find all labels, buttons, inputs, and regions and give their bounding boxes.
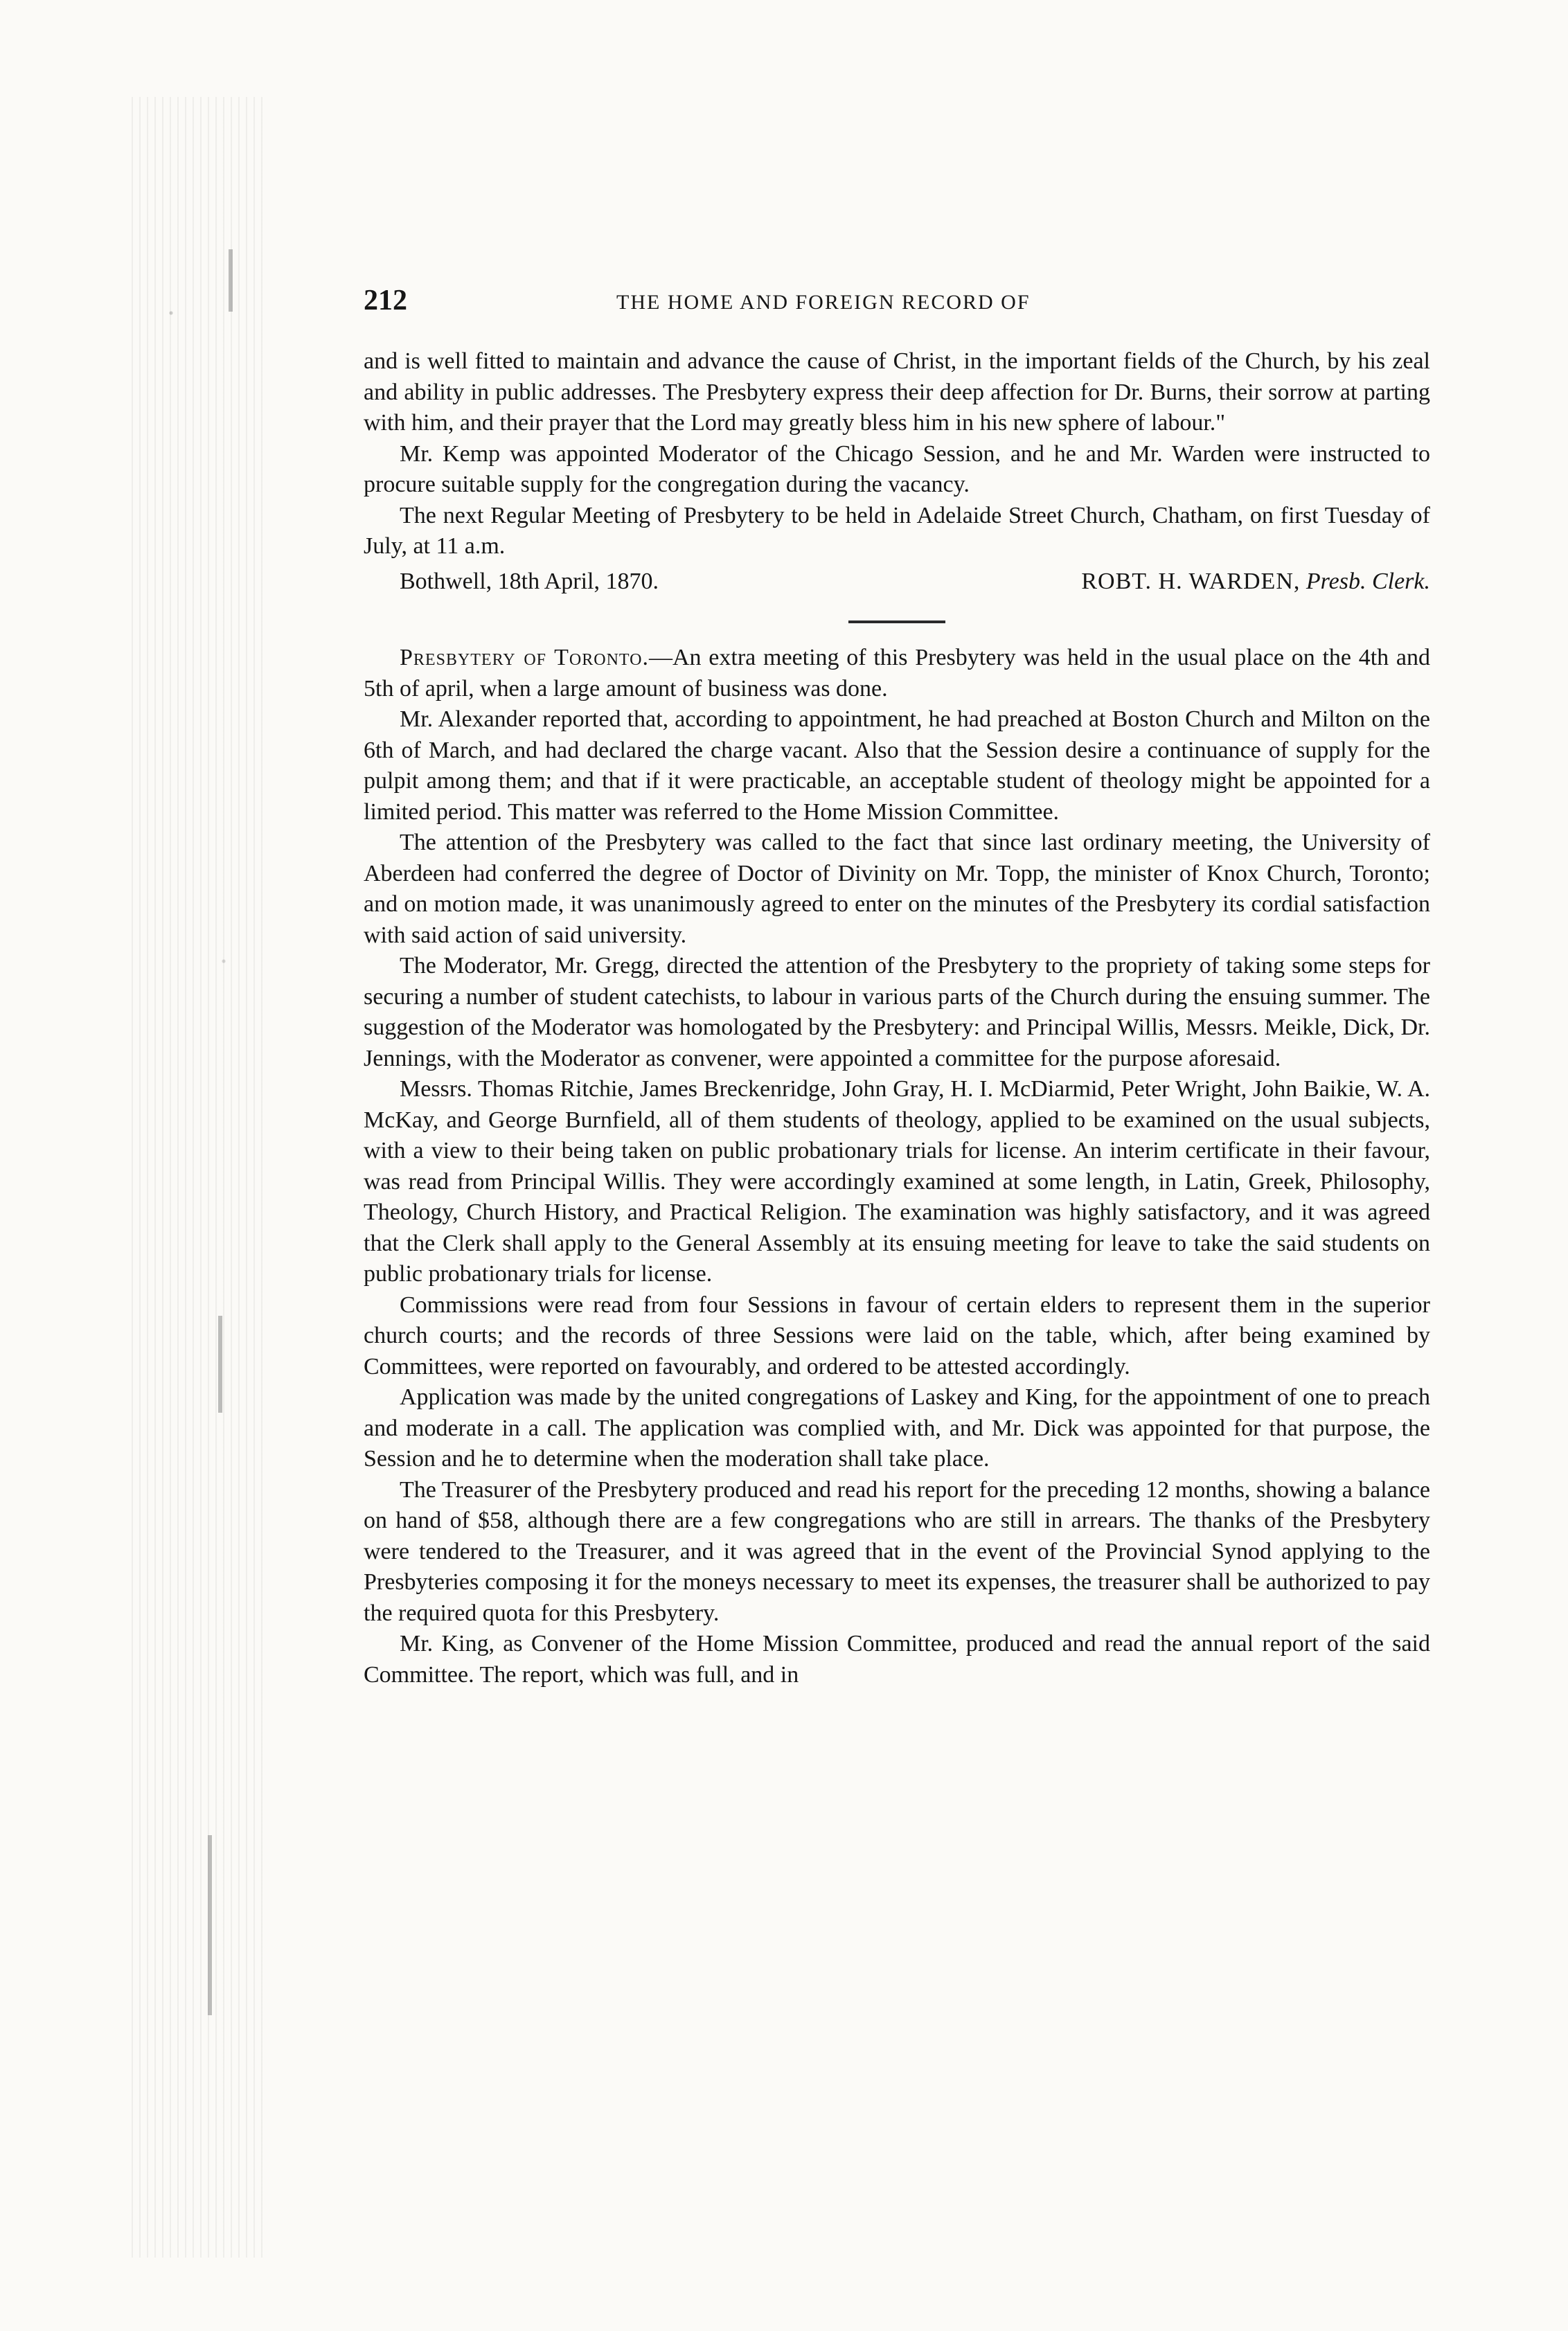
paragraph: The Treasurer of the Presbytery produced and read his report for the preceding 12 months, showing a balance on hand of $58, although there are a few congregations who are still in arrears. The thanks of the Presbytery were tendered to the Treasurer, and it was agreed that in the event of the Provincial Synod applying to the Presbyteries composing it for the moneys necessary to meet its expenses, the treasurer shall be authorized to pay the required quota for this Presbytery. bbox=[364, 1476, 1430, 1626]
paragraph: Mr. Kemp was appointed Moderator of the Chicago Session, and he and Mr. Warden were instructed to procure suitable supply for the congregation during the vacancy. bbox=[364, 440, 1430, 497]
page-number: 212 bbox=[364, 285, 407, 316]
paragraph: Mr. King, as Convener of the Home Mission Committee, produced and read the annual report of the said Committee. The report, which was full, and in bbox=[364, 1631, 1430, 1688]
paragraph: The attention of the Presbytery was called to the fact that since last ordinary meeting, the University of Aberdeen had conferred the degree of Doctor of Divinity on Mr. Topp, the minister of Knox Church, Toronto; and on motion made, it was unanimously agreed to enter on the minutes of the Presbytery its cordial satisfaction with said action of said university. bbox=[364, 830, 1430, 948]
paragraph: The next Regular Meeting of Presbytery to be held in Adelaide Street Church, Chatham, on first Tuesday of July, at 11 a.m. bbox=[364, 502, 1430, 559]
paragraph: Commissions were read from four Sessions in favour of certain elders to represent them in the superior church courts; and the records of three Sessions were laid on the table, which, after being examined by Committees, were reported on favourably, and ordered to be attested accordingly. bbox=[364, 1292, 1430, 1379]
section-divider bbox=[848, 620, 945, 623]
running-head bbox=[364, 284, 1430, 325]
paragraph: and is well fitted to maintain and advance the cause of Christ, in the important fields of the Church, by his zeal and ability in public addresses. The Presbytery express their deep affection for Dr. Burns, their sorrow at parting with him, and their prayer that the Lord may greatly bless him in his new sphere of labour." bbox=[364, 348, 1430, 436]
signoff-clerk: ROBT. H. WARDEN, bbox=[1081, 568, 1301, 594]
paragraph-text: —An extra meeting of this Presbytery was held in the usual place on the 4th and 5th of april, when a large amount of business was done. bbox=[364, 645, 1431, 702]
section-heading: Presbytery of Toronto. bbox=[400, 645, 649, 670]
scan-margin-noise bbox=[132, 97, 263, 2258]
signoff-place-date: Bothwell, 18th April, 1870. bbox=[400, 568, 659, 594]
scan-edge-mark bbox=[208, 1835, 212, 2015]
signoff-line bbox=[364, 566, 1430, 598]
article-body bbox=[364, 346, 1430, 1690]
paragraph: Application was made by the united congregations of Laskey and King, for the appointment of one to preach and moderate in a call. The application was complied with, and Mr. Dick was appointed for that purpose, the Session and he to determine when the moderation shall take place. bbox=[364, 1384, 1430, 1472]
paragraph: Messrs. Thomas Ritchie, James Breckenridge, John Gray, H. I. McDiarmid, Peter Wright, John Baikie, W. A. McKay, and George Burnfield, all of them students of theology, applied to be examined on the usual subjects, with a view to their being taken on public probationary trials for license. An interim certificate in their favour, was read from Principal Willis. They were accordingly examined at some length, in Latin, Greek, Philosophy, Theology, Church History, and Practical Religion. The examination was highly satisfactory, and it was agreed that the Clerk shall apply to the General Assembly at its ensuing meeting for leave to take the said students on public probationary trials for license. bbox=[364, 1076, 1430, 1287]
running-title: THE HOME AND FOREIGN RECORD OF bbox=[616, 291, 1031, 314]
paragraph bbox=[364, 643, 1430, 704]
scan-edge-mark bbox=[229, 249, 233, 312]
paragraph: The Moderator, Mr. Gregg, directed the attention of the Presbytery to the propriety of taking some steps for securing a number of student catechists, to labour in various parts of the Church during the ensuing summer. The suggestion of the Moderator was homologated by the Presbytery: and Principal Willis, Messrs. Meikle, Dick, Dr. Jennings, with the Moderator as convener, were appointed a committee for the purpose aforesaid. bbox=[364, 953, 1430, 1071]
paragraph: Mr. Alexander reported that, according to appointment, he had preached at Boston Church and Milton on the 6th of March, and had declared the charge vacant. Also that the Session desire a continuance of supply for the pulpit among them; and that if it were practicable, an acceptable student of theology might be appointed for a limited period. This matter was referred to the Home Mission Committee. bbox=[364, 706, 1430, 825]
scan-edge-mark bbox=[218, 1316, 222, 1413]
signoff-signature bbox=[1081, 566, 1430, 598]
signoff-title: Presb. Clerk. bbox=[1306, 568, 1430, 594]
